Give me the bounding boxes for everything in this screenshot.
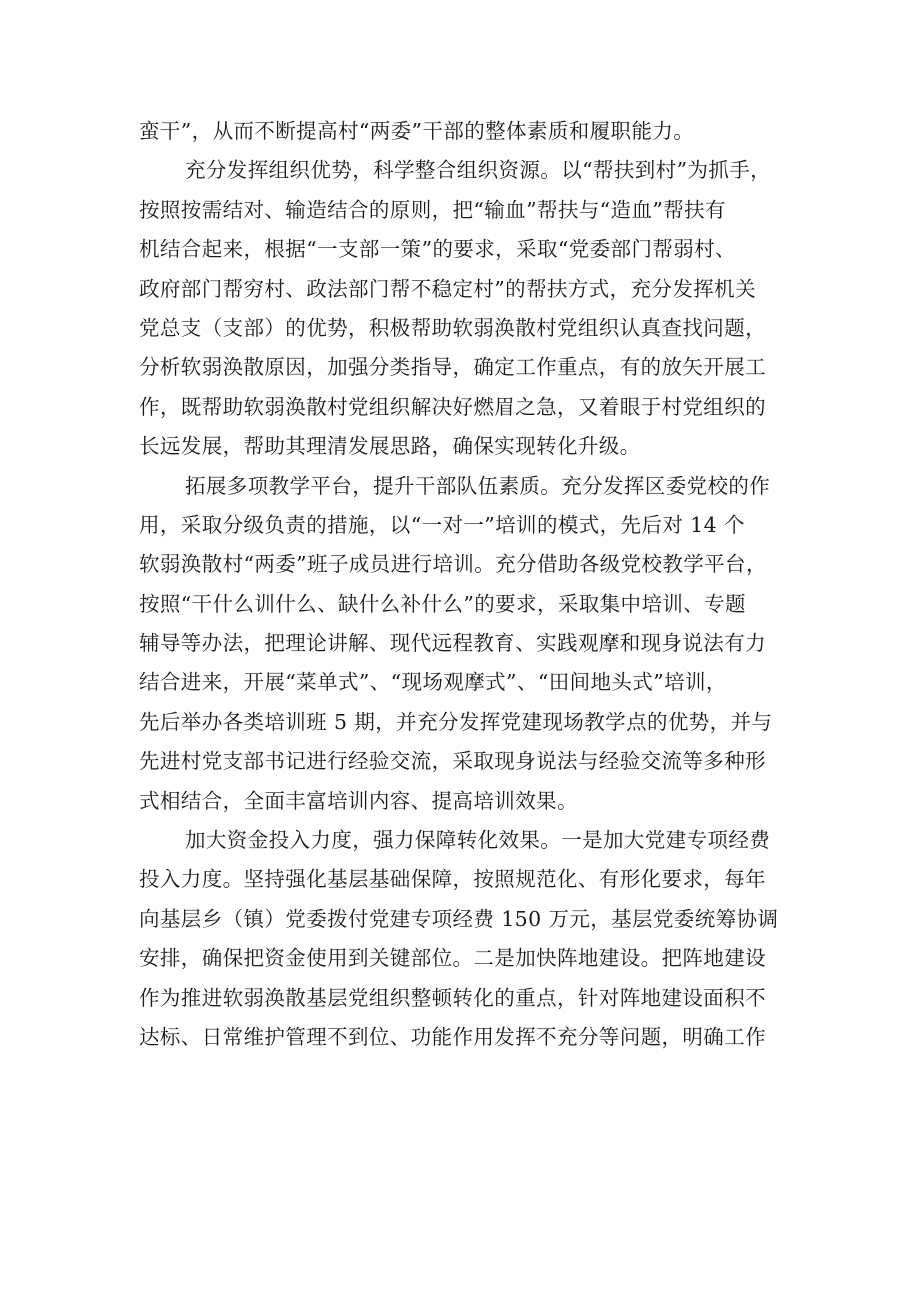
- text-line: 分析软弱涣散原因，加强分类指导，确定工作重点，有的放矢开展工: [139, 355, 766, 380]
- paragraph-organization-advantage: [139, 151, 789, 466]
- text-line: 拓展多项教学平台，提升干部队伍素质。充分发挥区委党校的作: [185, 473, 771, 498]
- text-line: 长远发展，帮助其理清发展思路，确保实现转化升级。: [139, 434, 641, 459]
- text-line: 式相结合，全面丰富培训内容、提高培训效果。: [139, 788, 578, 813]
- text-line: 作，既帮助软弱涣散村党组织解决好燃眉之急，又着眼于村党组织的: [139, 394, 766, 419]
- text-line: 政府部门帮穷村、政法部门帮不稳定村”的帮扶方式，充分发挥机关: [139, 276, 756, 301]
- text-line: 按照“干什么训什么、缺什么补什么”的要求，采取集中培训、专题: [139, 591, 746, 616]
- text-line: 达标、日常维护管理不到位、功能作用发挥不充分等问题，明确工作: [139, 1024, 766, 1049]
- text-line: 软弱涣散村“两委”班子成员进行培训。充分借助各级党校教学平台，: [139, 552, 767, 577]
- paragraph-continuation: [139, 112, 789, 151]
- text-line: 用，采取分级负责的措施，以“一对一”培训的模式，先后对 14 个: [139, 512, 745, 537]
- text-line: 加大资金投入力度，强力保障转化效果。一是加大党建专项经费: [185, 828, 771, 853]
- text-line: 按照按需结对、输造结合的原则，把“输血”帮扶与“造血”帮扶有: [139, 197, 726, 222]
- text-line: 安排，确保把资金使用到关键部位。二是加快阵地建设。把阵地建设: [139, 946, 766, 971]
- text-line: 蛮干”，从而不断提高村“两委”干部的整体素质和履职能力。: [139, 119, 695, 143]
- text-line: 投入力度。坚持强化基层基础保障，按照规范化、有形化要求，每年: [139, 867, 766, 892]
- text-line: 作为推进软弱涣散基层党组织整顿转化的重点，针对阵地建设面积不: [139, 985, 766, 1010]
- text-line: 充分发挥组织优势，科学整合组织资源。以“帮扶到村”为抓手，: [185, 158, 772, 183]
- document-body: [139, 112, 789, 1057]
- text-line: 向基层乡（镇）党委拨付党建专项经费 150 万元，基层党委统筹协调: [139, 906, 779, 931]
- text-line: 结合进来，开展“菜单式”、“现场观摩式”、“田间地头式”培训，: [139, 670, 727, 695]
- paragraph-funding-investment: [139, 821, 789, 1057]
- text-line: 党总支（支部）的优势，积极帮助软弱涣散村党组织认真查找问题，: [139, 315, 766, 340]
- text-line: 辅导等办法，把理论讲解、现代远程教育、实践观摩和现身说法有力: [139, 631, 766, 656]
- text-line: 先进村党支部书记进行经验交流，采取现身说法与经验交流等多种形: [139, 749, 766, 774]
- text-line: 先后举办各类培训班 5 期，并充分发挥党建现场教学点的优势，并与: [139, 709, 773, 734]
- paragraph-teaching-platform: [139, 467, 789, 822]
- text-line: 机结合起来，根据“一支部一策”的要求，采取“党委部门帮弱村、: [139, 237, 736, 262]
